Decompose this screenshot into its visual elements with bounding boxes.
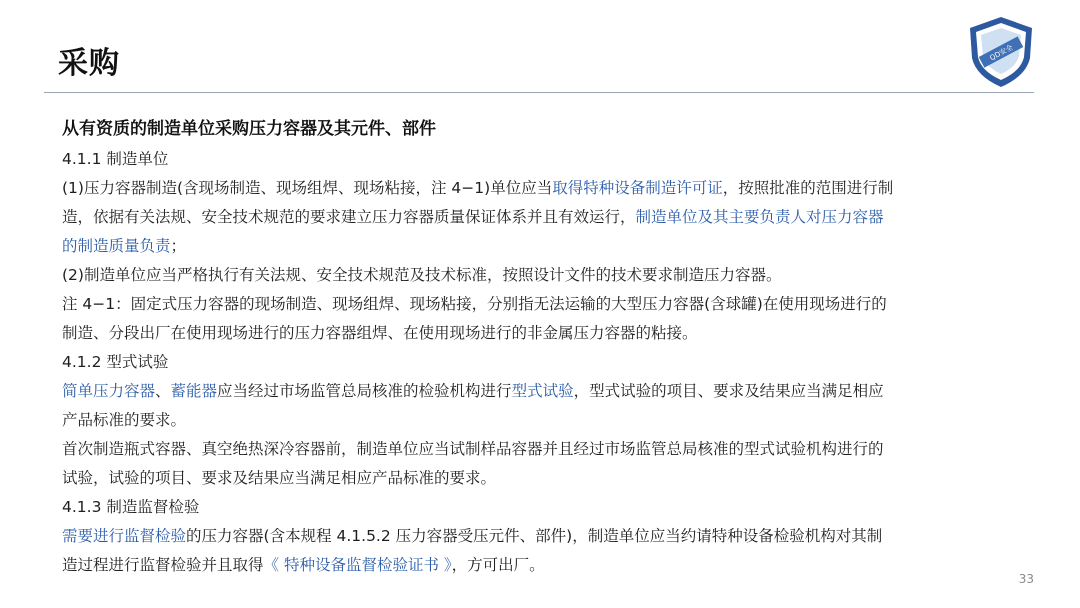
paragraph-line: 简单压力容器、蓄能器应当经过市场监管总局核准的检验机构进行型式试验，型式试验的项目、要求及结果应当满足相应	[62, 382, 884, 400]
highlight-text: 需要进行监督检验	[62, 527, 187, 545]
paragraph-line: 需要进行监督检验的压力容器(含本规程 4.1.5.2 压力容器受压元件、部件)，制造单位应当约请特种设备检验机构对其制	[62, 527, 883, 545]
note-line: 注 4−1：固定式压力容器的现场制造、现场组焊、现场粘接，分别指无法运输的大型压力容器(含球罐)在使用现场进行的	[62, 295, 887, 313]
slide-content	[62, 113, 1032, 580]
content-heading: 从有资质的制造单位采购压力容器及其元件、部件	[62, 119, 436, 139]
slide-title: 采购	[58, 46, 120, 81]
section-4-1-1: 4.1.1 制造单位	[62, 150, 169, 168]
logo-text: QD安全	[988, 43, 1015, 63]
highlight-text: 制造单位及其主要负责人对压力容器	[635, 208, 884, 226]
shield-logo-icon	[966, 14, 1036, 90]
paragraph-line: 的制造质量负责；	[62, 237, 187, 255]
highlight-text: 取得特种设备制造许可证	[552, 179, 723, 197]
section-4-1-3: 4.1.3 制造监督检验	[62, 498, 200, 516]
highlight-text: 蓄能器	[170, 382, 218, 400]
paragraph-line: 造过程进行监督检验并且取得《 特种设备监督检验证书 》，方可出厂。	[62, 556, 545, 574]
highlight-text: 型式试验	[511, 382, 574, 400]
paragraph-line: 造，依据有关法规、安全技术规范的要求建立压力容器质量保证体系并且有效运行，制造单位及其主要负责人对压力容器	[62, 208, 884, 226]
paragraph-line: (1)压力容器制造(含现场制造、现场组焊、现场粘接，注 4−1)单位应当取得特种设备制造许可证，按照批准的范围进行制	[62, 179, 894, 197]
paragraph-line: 首次制造瓶式容器、真空绝热深冷容器前，制造单位应当试制样品容器并且经过市场监管总局核准的型式试验机构进行的	[62, 440, 884, 458]
title-divider	[44, 92, 1034, 93]
paragraph-line: 产品标准的要求。	[62, 411, 187, 429]
section-4-1-2: 4.1.2 型式试验	[62, 353, 169, 371]
highlight-text: 的制造质量负责	[62, 237, 171, 255]
note-line: 制造、分段出厂在使用现场进行的压力容器组焊、在使用现场进行的非金属压力容器的粘接。	[62, 324, 698, 342]
page-number: 33	[1018, 572, 1034, 586]
paragraph-line: 试验，试验的项目、要求及结果应当满足相应产品标准的要求。	[62, 469, 497, 487]
paragraph-line: (2)制造单位应当严格执行有关法规、安全技术规范及技术标准，按照设计文件的技术要求制造压力容器。	[62, 266, 782, 284]
highlight-text: 《 特种设备监督检验证书 》	[263, 556, 452, 574]
highlight-text: 简单压力容器	[62, 382, 156, 400]
